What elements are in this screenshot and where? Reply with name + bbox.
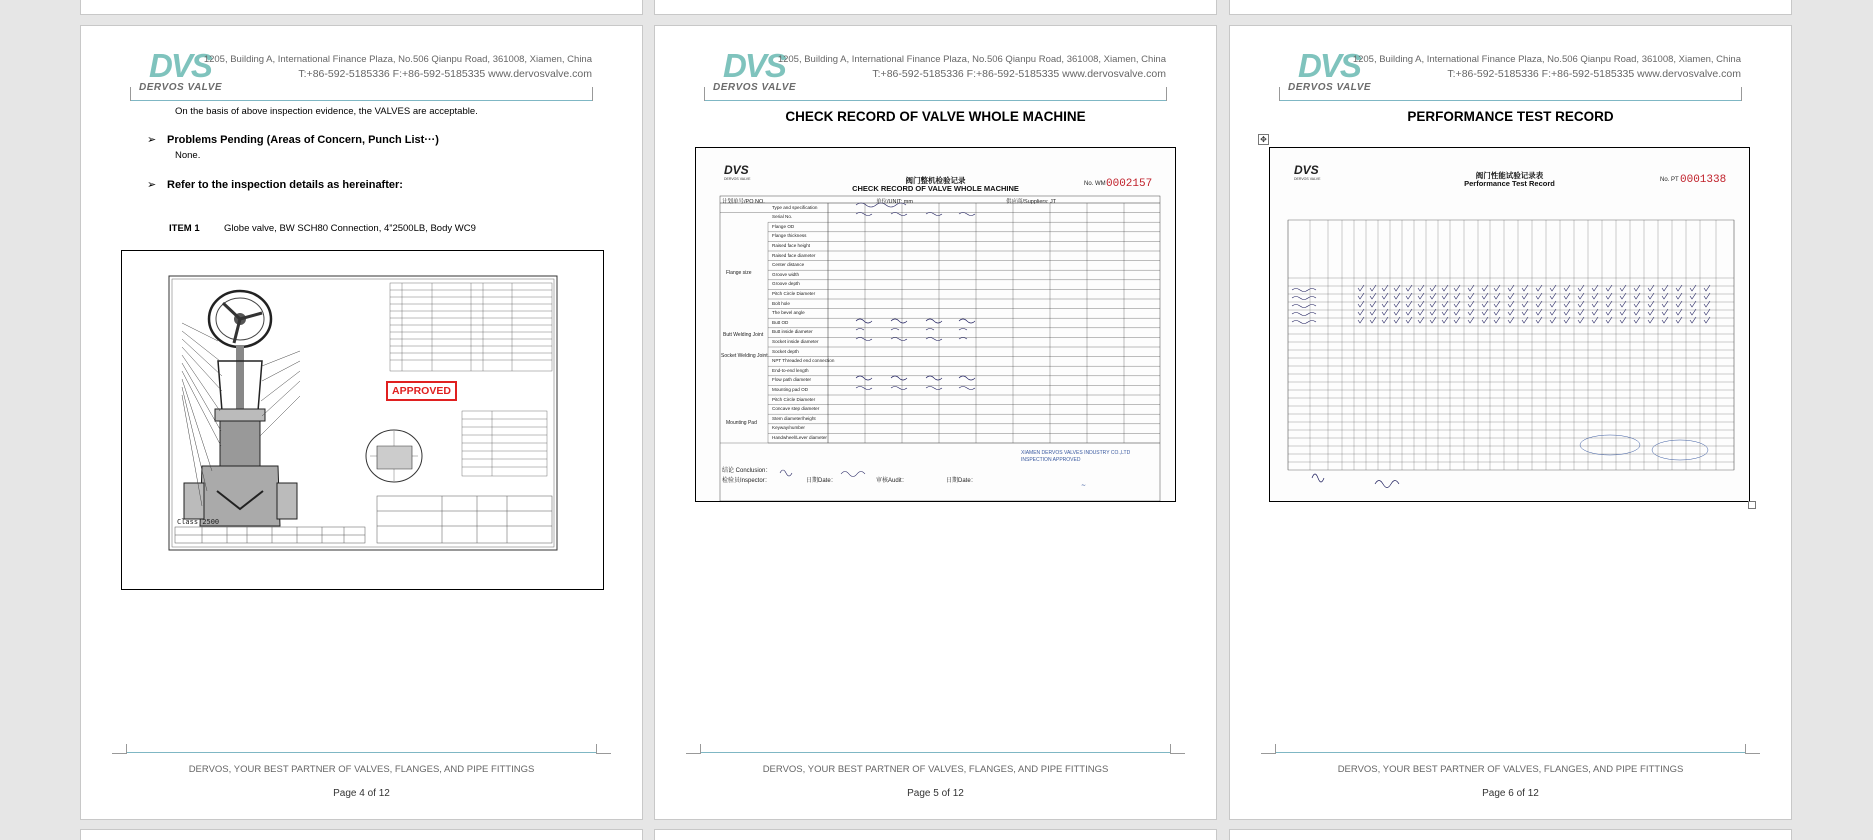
logo-mark: DVS <box>1298 47 1360 84</box>
table-move-handle-icon[interactable]: ✥ <box>1258 134 1269 145</box>
header-rule <box>131 100 592 101</box>
conclusion-label: 结论 Conclusion： <box>722 468 772 474</box>
document-page-4[interactable] <box>81 26 642 819</box>
form-serial-number: 0002157 <box>1106 178 1153 190</box>
refer-label: Refer to the inspection details as hereinafter: <box>167 179 403 191</box>
form-row-label: Groove width <box>772 271 800 277</box>
form-row-label: Flange thickness <box>772 233 807 239</box>
performance-test-scan-image[interactable] <box>1269 147 1750 502</box>
header-contact: T:+86-592-5185336 F:+86-592-5185335 www.dervosvalve.com <box>872 68 1166 80</box>
page-stub-bottom-middle <box>655 830 1216 840</box>
page-stub-top-left <box>81 0 642 14</box>
footer-rule <box>700 752 1171 753</box>
table-resize-handle-icon[interactable] <box>1748 501 1756 509</box>
form-row-label: Center distance <box>772 262 805 268</box>
page-number: Page 6 of 12 <box>1482 788 1539 799</box>
group-socket-welding: Socket Welding Joint <box>721 353 768 359</box>
page-stub-top-middle <box>655 0 1216 14</box>
supplier-label: 供应商/Suppliers: JT <box>1006 199 1057 205</box>
problems-pending-label: Problems Pending (Areas of Concern, Punch List···) <box>167 134 439 146</box>
page-number: Page 5 of 12 <box>907 788 964 799</box>
form-row-label: Raised face height <box>772 242 811 248</box>
page-stub-top-right <box>1230 0 1791 14</box>
check-record-form-svg <box>696 148 1175 501</box>
form-row-label: End-to-end length <box>772 367 809 373</box>
section-title: PERFORMANCE TEST RECORD <box>1407 109 1614 124</box>
group-butt-welding: Butt Welding Joint <box>723 332 764 338</box>
form-row-label: Concave step diameter <box>772 406 820 412</box>
form-row-label: Pitch Circle Diameter <box>772 290 816 296</box>
inspector-label: 检验员Inspector： <box>722 478 771 484</box>
form-row-label: Flange OD <box>772 223 795 229</box>
arrow-bullet-icon: ➢ <box>147 134 157 146</box>
audit-date-label: 日期Date： <box>946 478 977 484</box>
form-row-label: Keyway/number <box>772 425 805 431</box>
form-row-label: Mounting pad OD <box>772 386 809 392</box>
logo-name: DERVOS VALVE <box>713 82 797 93</box>
item-description: Globe valve, BW SCH80 Connection, 4”2500LB, Body WC9 <box>224 223 476 234</box>
header-address: 1205, Building A, International Finance Plaza, No.506 Qianpu Road, 361008, Xiamen, China <box>203 54 592 65</box>
audit-label: 审核Audit： <box>876 478 908 484</box>
form-row-label: NPT Threaded end connection <box>772 358 835 364</box>
form-no-label: No. WM <box>1084 181 1106 187</box>
date-label: 日期Date： <box>806 478 837 484</box>
po-label: 计划单号/PO NO. <box>722 199 765 205</box>
form-en-title: Performance Test Record <box>1464 179 1555 188</box>
form-row-label: Socket inside diameter <box>772 338 819 344</box>
logo-name: DERVOS VALVE <box>1288 82 1372 93</box>
form-row-label: Flow path diameter <box>772 377 812 383</box>
form-row-label: Serial No. <box>772 214 793 220</box>
svg-text:DERVOS VALVE: DERVOS VALVE <box>1294 177 1321 181</box>
group-mounting-pad: Mounting Pad <box>726 420 757 426</box>
logo-mark: DVS <box>723 47 785 84</box>
valve-drawing-image[interactable] <box>121 250 604 590</box>
page-header <box>655 26 1216 116</box>
form-row-label: Bolt hole <box>772 300 790 306</box>
logo-mark: DVS <box>149 47 211 84</box>
acceptance-statement: On the basis of above inspection evidence, the VALVES are acceptable. <box>175 106 478 117</box>
header-rule <box>705 100 1166 101</box>
form-row-label: Type and specification <box>772 204 818 210</box>
refer-heading <box>147 178 403 191</box>
form-row-label: Pitch Circle Diameter <box>772 396 816 402</box>
form-row-label: Groove depth <box>772 281 800 287</box>
footer-rule <box>126 752 597 753</box>
form-row-label: Butt OD <box>772 319 789 325</box>
form-no-label: No. PT <box>1660 177 1679 183</box>
performance-test-form-svg <box>1270 148 1749 501</box>
form-row-label: Handwheel/Lever diameter <box>772 434 827 440</box>
header-address: 1205, Building A, International Finance Plaza, No.506 Qianpu Road, 361008, Xiamen, China <box>777 54 1166 65</box>
drawing-class-label: Class 2500 <box>177 518 220 526</box>
header-contact: T:+86-592-5185336 F:+86-592-5185335 www.dervosvalve.com <box>1447 68 1741 80</box>
svg-text:INSPECTION APPROVED: INSPECTION APPROVED <box>1021 457 1081 463</box>
svg-text:XIAMEN DERVOS VALVES INDUSTRY: XIAMEN DERVOS VALVES INDUSTRY CO.,LTD <box>1021 450 1131 456</box>
group-flange-size: Flange size <box>726 270 752 276</box>
footer-tagline: DERVOS, YOUR BEST PARTNER OF VALVES, FLANGES, AND PIPE FITTINGS <box>1337 764 1684 775</box>
svg-text:DVS: DVS <box>724 163 749 177</box>
valve-drawing-svg <box>122 251 603 589</box>
footer-tagline: DERVOS, YOUR BEST PARTNER OF VALVES, FLANGES, AND PIPE FITTINGS <box>188 764 535 775</box>
unit-label: 单位/UNIT: mm <box>876 199 913 205</box>
page-stub-bottom-right <box>1230 830 1791 840</box>
form-row-label: Socket depth <box>772 348 799 354</box>
svg-text:DERVOS VALVE: DERVOS VALVE <box>724 177 751 181</box>
arrow-bullet-icon: ➢ <box>147 179 157 191</box>
form-row-label: The bevel angle <box>772 310 805 316</box>
logo-name: DERVOS VALVE <box>139 82 223 93</box>
footer-tagline: DERVOS, YOUR BEST PARTNER OF VALVES, FLANGES, AND PIPE FITTINGS <box>762 764 1109 775</box>
form-row-label: Stem diameter/height <box>772 415 816 421</box>
header-address: 1205, Building A, International Finance Plaza, No.506 Qianpu Road, 361008, Xiamen, China <box>1352 54 1741 65</box>
problems-pending-heading <box>147 133 439 146</box>
page-header <box>81 26 642 116</box>
document-page-5[interactable] <box>655 26 1216 819</box>
item-label: ITEM 1 <box>169 223 200 234</box>
page-number: Page 4 of 12 <box>333 788 390 799</box>
page-stub-bottom-left <box>81 830 642 840</box>
form-serial-number: 0001338 <box>1680 174 1727 186</box>
check-record-scan-image[interactable] <box>695 147 1176 502</box>
page-header <box>1230 26 1791 116</box>
form-cn-title: 阀门性能试验记录表 <box>1475 171 1544 180</box>
section-title: CHECK RECORD OF VALVE WHOLE MACHINE <box>785 109 1086 124</box>
form-row-label: Raised face diameter <box>772 252 816 258</box>
form-en-title: CHECK RECORD OF VALVE WHOLE MACHINE <box>852 184 1019 193</box>
header-contact: T:+86-592-5185336 F:+86-592-5185335 www.dervosvalve.com <box>298 68 592 80</box>
form-row-label: Butt inside diameter <box>772 329 813 335</box>
footer-rule <box>1275 752 1746 753</box>
svg-text:DVS: DVS <box>1294 163 1319 177</box>
svg-text:~: ~ <box>1081 482 1087 489</box>
header-rule <box>1280 100 1741 101</box>
approved-stamp: APPROVED <box>386 381 457 401</box>
problems-pending-value: None. <box>175 150 201 161</box>
document-page-6[interactable] <box>1230 26 1791 819</box>
form-cn-title: 阀门整机检验记录 <box>905 176 966 185</box>
